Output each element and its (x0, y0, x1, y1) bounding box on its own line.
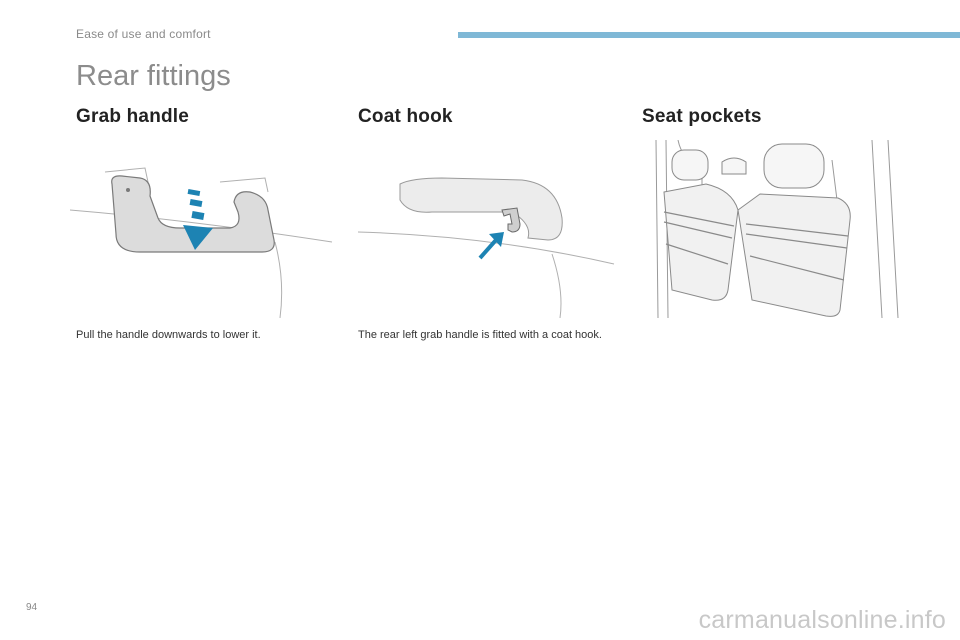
page-number: 94 (26, 602, 38, 613)
seat-pockets-heading: Seat pockets (642, 106, 762, 127)
coat-hook-icon (502, 208, 520, 232)
grab-handle-illustration (70, 140, 338, 318)
seat-pockets-illustration (642, 140, 904, 318)
grab-handle-heading: Grab handle (76, 106, 190, 127)
coat-hook-section (358, 106, 620, 341)
coat-hook-heading: Coat hook (358, 106, 453, 127)
grab-handle-section (76, 106, 338, 341)
coat-hook-illustration (352, 140, 620, 318)
watermark: carmanualsonline.info (698, 606, 946, 634)
section-label: Ease of use and comfort (76, 27, 211, 41)
header-accent-bar (458, 32, 960, 38)
coat-hook-caption: The rear left grab handle is fitted with a coat hook. (358, 329, 602, 341)
grab-handle-caption: Pull the handle downwards to lower it. (76, 329, 261, 341)
page-title: Rear fittings (76, 60, 231, 92)
diagonal-arrow-icon (480, 232, 504, 258)
seat-pockets-section (642, 106, 904, 128)
